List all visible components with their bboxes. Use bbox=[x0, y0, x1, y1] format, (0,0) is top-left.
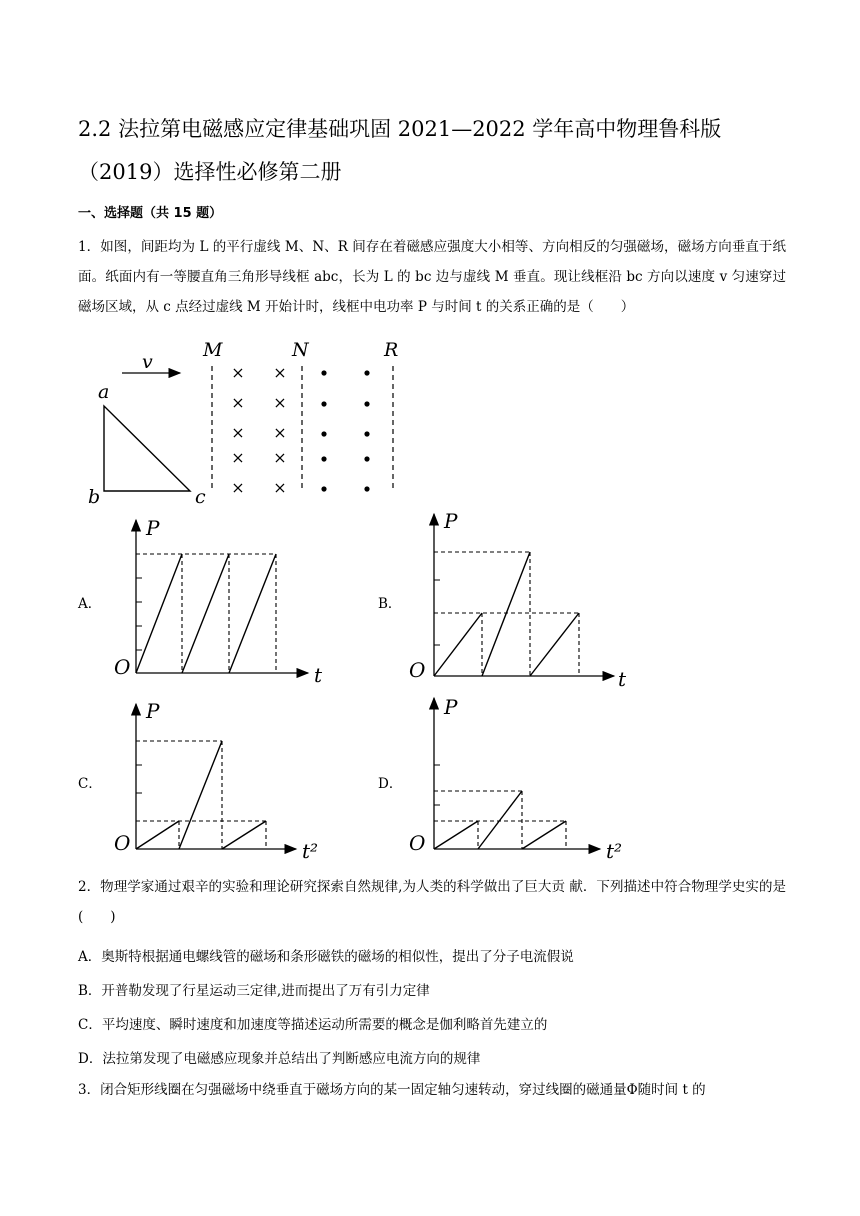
graph-d bbox=[409, 695, 622, 863]
triangle-frame bbox=[104, 406, 190, 491]
svg-text:×: × bbox=[231, 393, 245, 412]
svg-text:×: × bbox=[273, 423, 287, 442]
question-1-text: 1．如图，间距均为 L 的平行虚线 M、N、R 间存在着磁感应强度大小相等、方向相反的匀强磁场，磁场方向垂直于纸面。纸面内有一等腰直角三角形导线框 abc，长为 L 的 bc 边与虚线 M 垂直。现让线框沿 bc 方向以速度 v 匀速穿过磁场区域，从 c 点经过虚线 M 开始计时，线框中电功率 P 与时间 t 的关系正确的是（ ） bbox=[78, 239, 786, 315]
svg-text:×: × bbox=[273, 478, 287, 497]
svg-text:×: × bbox=[273, 448, 287, 467]
question-2-option-b[interactable]: B．开普勒发现了行星运动三定律,进而提出了万有引力定律 bbox=[78, 983, 430, 999]
question-2-option-d[interactable]: D．法拉第发现了电磁感应现象并总结出了判断感应电流方向的规律 bbox=[78, 1051, 481, 1067]
graph-a bbox=[114, 516, 323, 687]
svg-text:×: × bbox=[231, 423, 245, 442]
vertex-b-label: b bbox=[88, 486, 101, 508]
svg-text:O: O bbox=[114, 831, 131, 855]
svg-text:×: × bbox=[231, 448, 245, 467]
vertex-c-label: c bbox=[195, 486, 206, 508]
svg-text:×: × bbox=[273, 363, 287, 382]
svg-text:O: O bbox=[114, 655, 131, 679]
choice-b-label[interactable]: B． bbox=[378, 596, 402, 612]
svg-text:O: O bbox=[409, 831, 426, 855]
choice-d-label[interactable]: D． bbox=[378, 776, 403, 792]
svg-text:t: t bbox=[314, 663, 323, 687]
section-heading: 一、选择题（共 15 题） bbox=[78, 206, 223, 221]
svg-text:×: × bbox=[231, 363, 245, 382]
svg-text:P: P bbox=[146, 516, 160, 540]
svg-text:t²: t² bbox=[606, 839, 623, 863]
field-diagram bbox=[88, 339, 398, 508]
svg-text:t²: t² bbox=[302, 839, 319, 863]
document-title: 2.2 法拉第电磁感应定律基础巩固 2021—2022 学年高中物理鲁科版（2019）选择性必修第二册 bbox=[78, 117, 722, 184]
question-2-text: 2．物理学家通过艰辛的实验和理论研究探索自然规律,为人类的科学做出了巨大贡 献．下列描述中符合物理学史实的是( ) bbox=[78, 879, 786, 925]
graph-b bbox=[409, 509, 627, 691]
vertex-a-label: a bbox=[98, 381, 110, 403]
svg-text:P: P bbox=[444, 695, 458, 719]
velocity-label: v bbox=[142, 351, 153, 373]
svg-text:×: × bbox=[231, 478, 245, 497]
svg-text:t: t bbox=[618, 667, 627, 691]
svg-text:P: P bbox=[146, 699, 160, 723]
field-out-of-page-marks bbox=[321, 370, 369, 491]
graph-c bbox=[114, 699, 318, 863]
svg-text:×: × bbox=[273, 393, 287, 412]
question-2-option-a[interactable]: A．奥斯特根据通电螺线管的磁场和条形磁铁的磁场的相似性，提出了分子电流假说 bbox=[78, 949, 574, 965]
choice-a-label[interactable]: A． bbox=[78, 596, 102, 612]
choice-c-label[interactable]: C． bbox=[78, 776, 102, 792]
svg-text:P: P bbox=[444, 509, 458, 533]
question-2-option-c[interactable]: C．平均速度、瞬时速度和加速度等描述运动所需要的概念是伽利略首先建立的 bbox=[78, 1017, 548, 1033]
svg-text:O: O bbox=[409, 658, 426, 682]
question-3-text: 3．闭合矩形线圈在匀强磁场中绕垂直于磁场方向的某一固定轴匀速转动，穿过线圈的磁通量Φ随时间 t 的 bbox=[78, 1082, 706, 1098]
line-r-label: R bbox=[384, 339, 399, 361]
line-m-label: M bbox=[203, 339, 223, 361]
field-into-page-marks bbox=[231, 363, 286, 497]
line-n-label: N bbox=[292, 339, 309, 361]
